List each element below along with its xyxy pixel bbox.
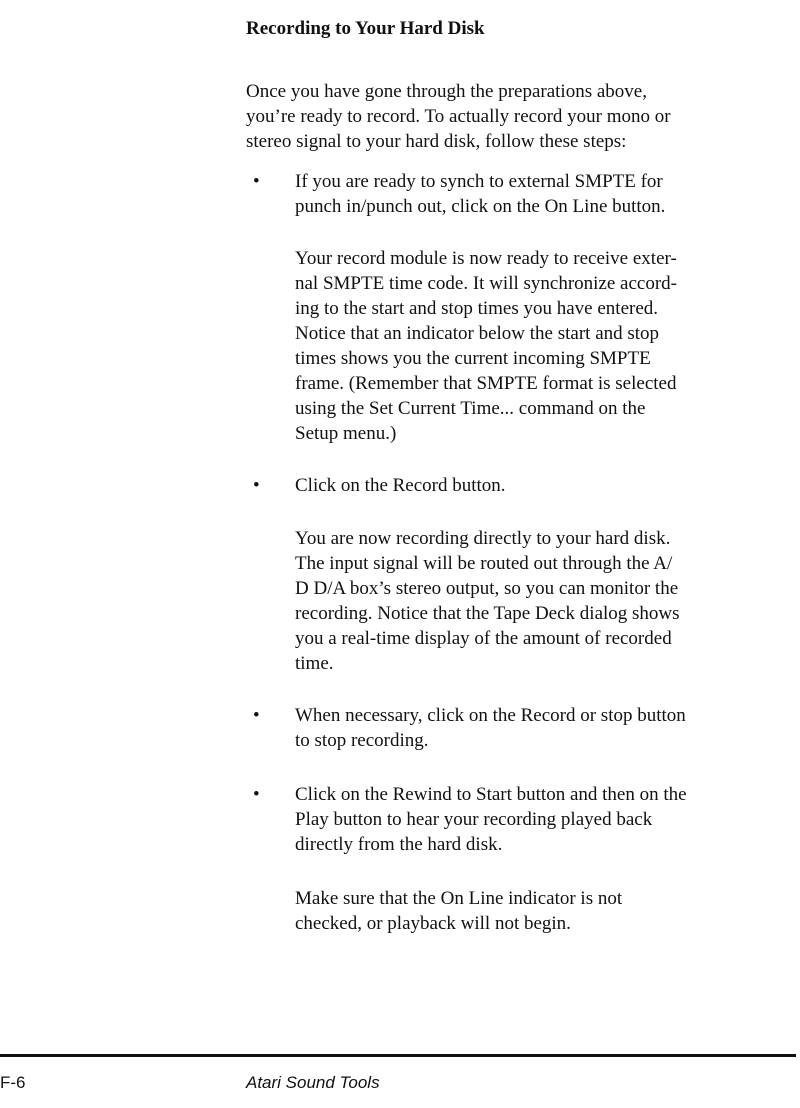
bullet-detail-text: You are now recording directly to your hard disk. The input signal will be routed out through the A/ D D/A box’s stereo output, so you can monitor the recording. Notice that the Tape Deck dialog shows you a real-time display of the amount of recorded time. <box>295 528 680 674</box>
bullet-step-text: When necessary, click on the Record or stop button to stop recording. <box>295 705 686 751</box>
bullet-detail-text: Make sure that the On Line indicator is not checked, or playback will not begin. <box>295 888 623 934</box>
bullet-point: • <box>253 475 260 496</box>
bullet-point: • <box>253 784 260 805</box>
section-heading: Recording to Your Hard Disk <box>246 18 485 39</box>
intro-paragraph: Once you have gone through the preparations above, you’re ready to record. To actually record your mono or stereo signal to your hard disk, follow these steps: <box>246 81 671 152</box>
footer-rule <box>0 1054 796 1057</box>
bullet-step-text: If you are ready to synch to external SMPTE for punch in/punch out, click on the On Line button. <box>295 171 666 217</box>
bullet-point: • <box>253 171 260 192</box>
bullet-step-text: Click on the Record button. <box>295 475 506 496</box>
bullet-step-text: Click on the Rewind to Start button and then on the Play button to hear your recording played back directly from the hard disk. <box>295 784 687 855</box>
bullet-point: • <box>253 705 260 726</box>
bullet-detail-text: Your record module is now ready to receive exter- nal SMPTE time code. It will synchronize accord- ing to the start and stop times you have entered. Notice that an indicator below the start and stop times shows you the current incoming SMPTE frame. (Remember that SMPTE format is selected using the Set Current Time... command on the Setup menu.) <box>295 248 678 444</box>
page-number: F-6 <box>0 1073 26 1092</box>
book-title: Atari Sound Tools <box>246 1073 380 1092</box>
